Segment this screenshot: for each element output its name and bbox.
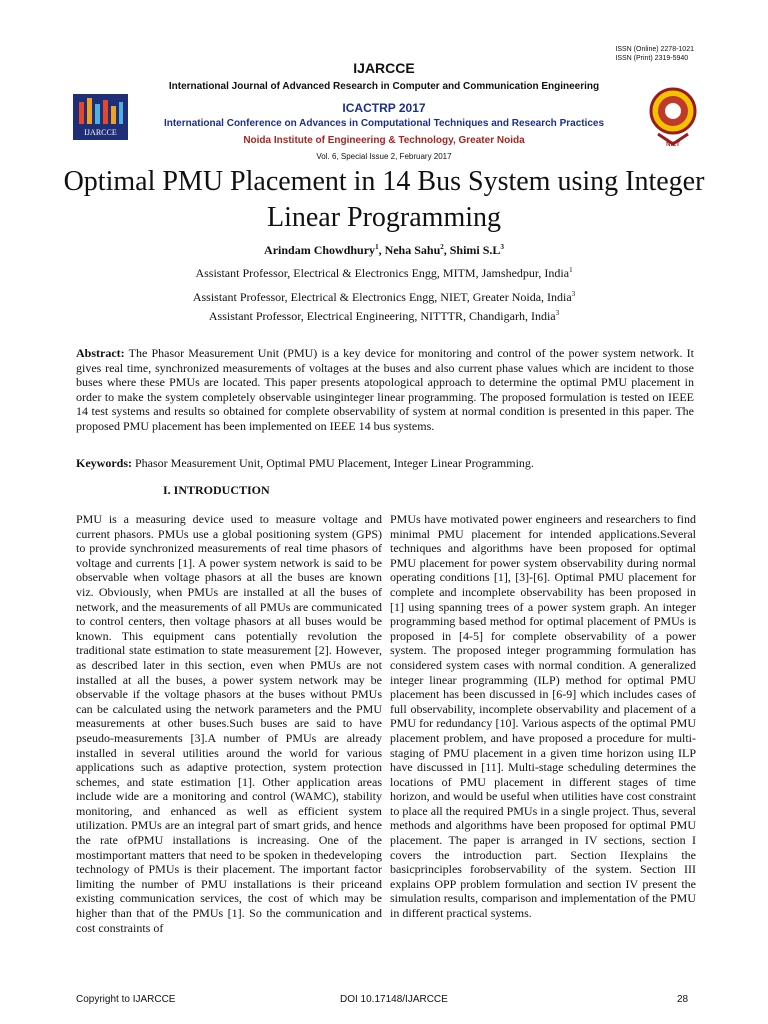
right-logo-text: NIET xyxy=(666,142,680,148)
affiliation-3 xyxy=(0,309,768,324)
body-column-left: PMU is a measuring device used to measure voltage and current phasors. PMUs use a global positioning system (GPS) to provide synchronized measurements of real time phasors of voltage and currents [1]. A power system network is said to be observable when voltage phasors at all the buses are known viz. Obviously, when PMUs are installed at all the buses of network, and the measurements of all PMUs are communicated to control centers, then voltage phasors at all buses would be known. This equipment cans potentially revolution the traditional state estimation to state measurement [2]. However, as described later in this section, even when PMUs are not installed at all the buses, a power system network may be observable if the voltage phasors at the buses without PMUs can be calculated using the network parameters and the PMU measurements at other buses.Such buses are said to have pseudo-measurements [3].A number of PMUs are already installed in several utilities around the world for various applications such as adaptive protection, system protection schemes, and state estimation [1]. Other application areas include wide are a monitoring and control (WAMC), stability monitoring, and enhanced as well as efficient system utilization. PMUs are an integral part of smart grids, and hence the rate ofPMU installations is increasing. One of the mostimportant matters that need to be spoken in thedeveloping technology of PMUs is their placement. The important factor limiting the number of PMU installations is their priceand existing communication services, the cost of which may be higher than that of the PMUs [1]. So the communication and cost constraints of xyxy=(76,512,382,935)
affiliation-text: Assistant Professor, Electrical & Electronics Engg, NIET, Greater Noida, India xyxy=(192,290,572,304)
footer-copyright: Copyright to IJARCCE xyxy=(76,994,176,1005)
affiliation-text: Assistant Professor, Electrical & Electronics Engg, MITM, Jamshedpur, India xyxy=(195,266,570,280)
footer-doi: DOI 10.17148/IJARCCE xyxy=(340,994,448,1005)
author-name: Neha Sahu xyxy=(384,243,441,257)
conference-venue: Noida Institute of Engineering & Technology, Greater Noida xyxy=(243,135,525,146)
paper-title: Optimal PMU Placement in 14 Bus System using Integer Linear Programming xyxy=(63,166,705,233)
issn-online: ISSN (Online) 2278-1021 xyxy=(615,46,694,53)
affiliation-sup: 3 xyxy=(555,309,560,317)
volume-info: Vol. 6, Special Issue 2, February 2017 xyxy=(316,152,452,161)
footer-page-number: 28 xyxy=(677,994,689,1005)
author-sup: 3 xyxy=(500,243,504,251)
author-sup: 1 xyxy=(375,243,379,251)
keywords-label: Keywords: xyxy=(76,456,132,470)
issn-print: ISSN (Print) 2319-5940 xyxy=(615,55,689,62)
keywords xyxy=(76,456,694,471)
section-heading: I. INTRODUCTION xyxy=(163,483,270,497)
author-name: Arindam Chowdhury xyxy=(264,243,376,257)
journal-name: IJARCCE xyxy=(353,60,415,76)
author-name: Shimi S.L xyxy=(449,243,501,257)
abstract-label: Abstract: xyxy=(76,346,125,360)
affiliation-text: Assistant Professor, Electrical Engineering, NITTTR, Chandigarh, India xyxy=(208,309,556,323)
conference-short-name: ICACTRP 2017 xyxy=(342,101,426,115)
abstract-text: The Phasor Measurement Unit (PMU) is a key device for monitoring and control of the power system network. It gives real time, synchronized measurements of voltages at the buses and also current phase values which are incident to those buses where these PMUs are located. This paper presents atopological approach to determine the optimal PMU placement in order to make the system completely observable usinginteger linear programming. The proposed formulation is tested on IEEE 14 test systems and results so obtained for complete observability of system at normal condition is presented in this paper. The proposed PMU placement has been implemented on IEEE 14 bus systems. xyxy=(76,346,694,433)
keywords-text: Phasor Measurement Unit, Optimal PMU Placement, Integer Linear Programming. xyxy=(135,456,534,470)
abstract xyxy=(76,346,694,434)
body-column-right: PMUs have motivated power engineers and researchers to find minimal PMU placement for intended applications.Several techniques and algorithms have been proposed for optimal PMU placement for power system observability during normal operating conditions [1], [3]-[6]. Optimal PMU placement for complete and incomplete observability has been proposed in [1] using spanning trees of a power system graph. An integer programming based method for optimal placement of PMUs is proposed in [4-5] for complete observability of a power system. The proposed integer programming formulation has considered system cases with normal condition. A generalized integer linear programming (ILP) method for optimal PMU placement has been discussed in [6-9] which includes cases of full observability, incomplete observability and placement of a PMU for redundancy [10]. Various aspects of the optimal PMU placement problem, and have proposed a procedure for multi-staging of PMU placement in a given time horizon using ILP have discussed in [11]. Multi-stage scheduling determines the locations of PMU placement in different stages of time horizon, and would be useful when utilities have cost constraint to place all the required PMUs in a single project. Thus, several methods and algorithms have been proposed for optimal PMU placement. The paper is arranged in IV sections, section I covers the introduction part. Section IIexplains the basicprinciples forobservability of the system. Section III explains OPP problem formulation and section IV present the simulation results, comparison and implementation of the PMU in different practical systems. xyxy=(390,512,696,921)
affiliation-1 xyxy=(0,266,768,281)
journal-full-name: International Journal of Advanced Research in Computer and Communication Engineering xyxy=(168,81,600,92)
left-logo-text: IJARCCE xyxy=(84,128,117,137)
author-sup: 2 xyxy=(440,243,444,251)
affiliation-2 xyxy=(0,290,768,305)
author-list: Arindam Chowdhury$^1$, Neha Sahu$^2$, Shimi $S.L^3$ xyxy=(264,243,504,257)
affiliation-sup: 3 xyxy=(571,290,576,298)
conference-full-name: International Conference on Advances in Computational Techniques and Research Practices xyxy=(163,118,605,129)
affiliation-sup: 1 xyxy=(569,266,573,274)
